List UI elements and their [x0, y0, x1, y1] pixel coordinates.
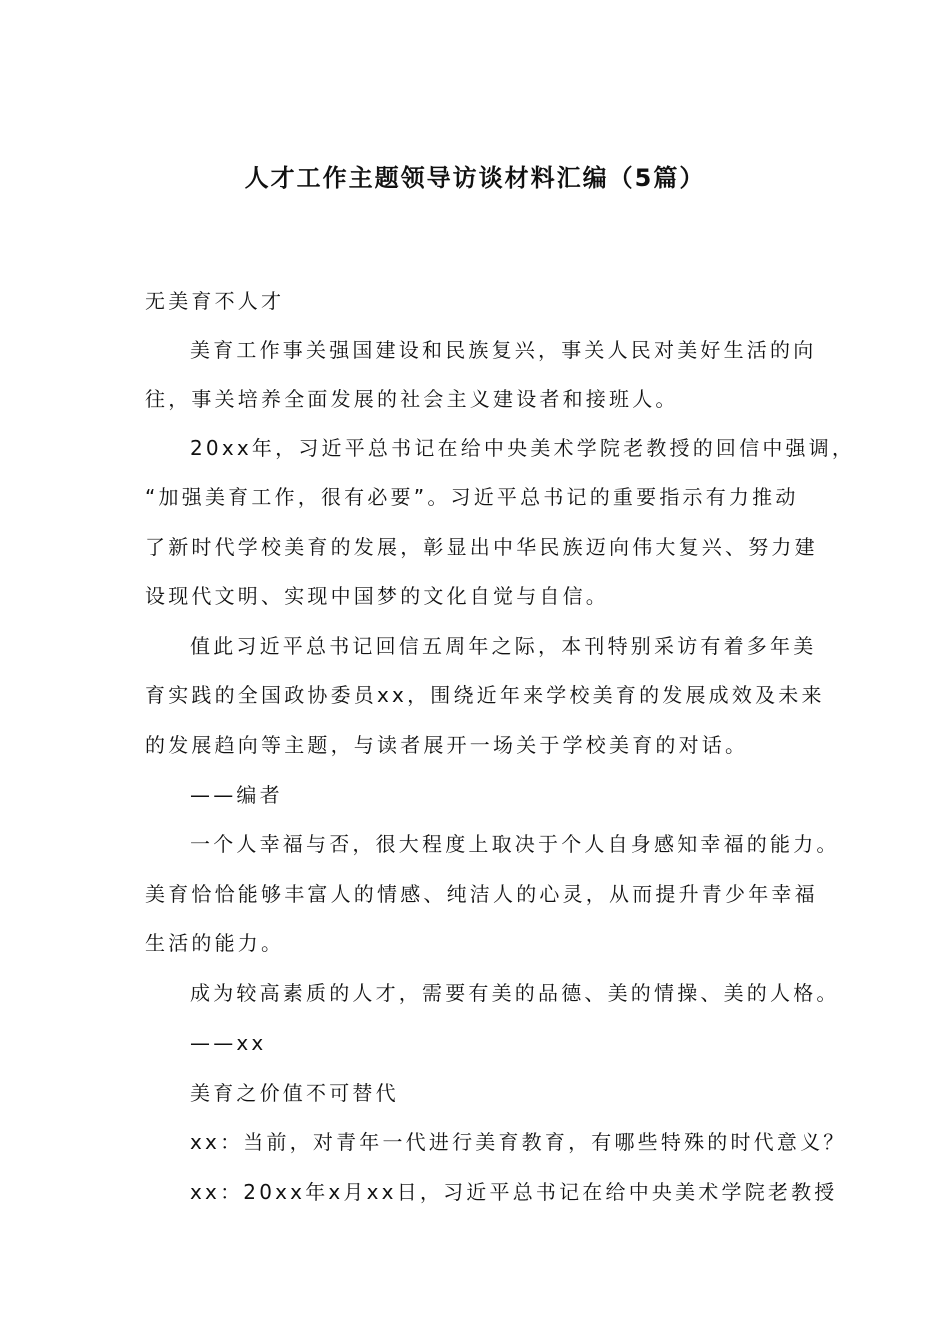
paragraph-line: 美育工作事关强国建设和民族复兴，事关人民对美好生活的向 — [190, 338, 817, 362]
document-title: 人才工作主题领导访谈材料汇编（5篇） — [244, 164, 706, 192]
paragraph-line: 育实践的全国政协委员xx，围绕近年来学校美育的发展成效及未来 — [145, 683, 825, 707]
quote-attribution: ——xx — [190, 1031, 267, 1055]
paragraph-line: 成为较高素质的人才，需要有美的品德、美的情操、美的人格。 — [190, 981, 840, 1005]
subsection-heading: 美育之价值不可替代 — [190, 1081, 399, 1105]
paragraph-line: 生活的能力。 — [145, 931, 285, 955]
paragraph-line: 设现代文明、实现中国梦的文化自觉与自信。 — [145, 584, 609, 608]
paragraph-line: 了新时代学校美育的发展，彰显出中华民族迈向伟大复兴、努力建 — [145, 535, 818, 559]
interview-question: xx：当前，对青年一代进行美育教育，有哪些特殊的时代意义？ — [190, 1130, 847, 1154]
paragraph-line: 的发展趋向等主题，与读者展开一场关于学校美育的对话。 — [145, 733, 749, 757]
paragraph-line: 值此习近平总书记回信五周年之际，本刊特别采访有着多年美 — [190, 634, 817, 658]
paragraph-line: 往，事关培养全面发展的社会主义建设者和接班人。 — [145, 387, 679, 411]
paragraph-line: 美育恰恰能够丰富人的情感、纯洁人的心灵，从而提升青少年幸福 — [145, 882, 818, 906]
editor-signature: ——编者 — [190, 783, 283, 807]
section-heading: 无美育不人才 — [145, 289, 285, 313]
paragraph-line: 一个人幸福与否，很大程度上取决于个人自身感知幸福的能力。 — [190, 832, 840, 856]
interview-answer: xx：20xx年x月xx日，习近平总书记在给中央美术学院老教授 — [190, 1180, 838, 1204]
paragraph-line: 20xx年，习近平总书记在给中央美术学院老教授的回信中强调， — [190, 436, 856, 460]
paragraph-line: “加强美育工作，很有必要”。习近平总书记的重要指示有力推动 — [145, 485, 799, 509]
